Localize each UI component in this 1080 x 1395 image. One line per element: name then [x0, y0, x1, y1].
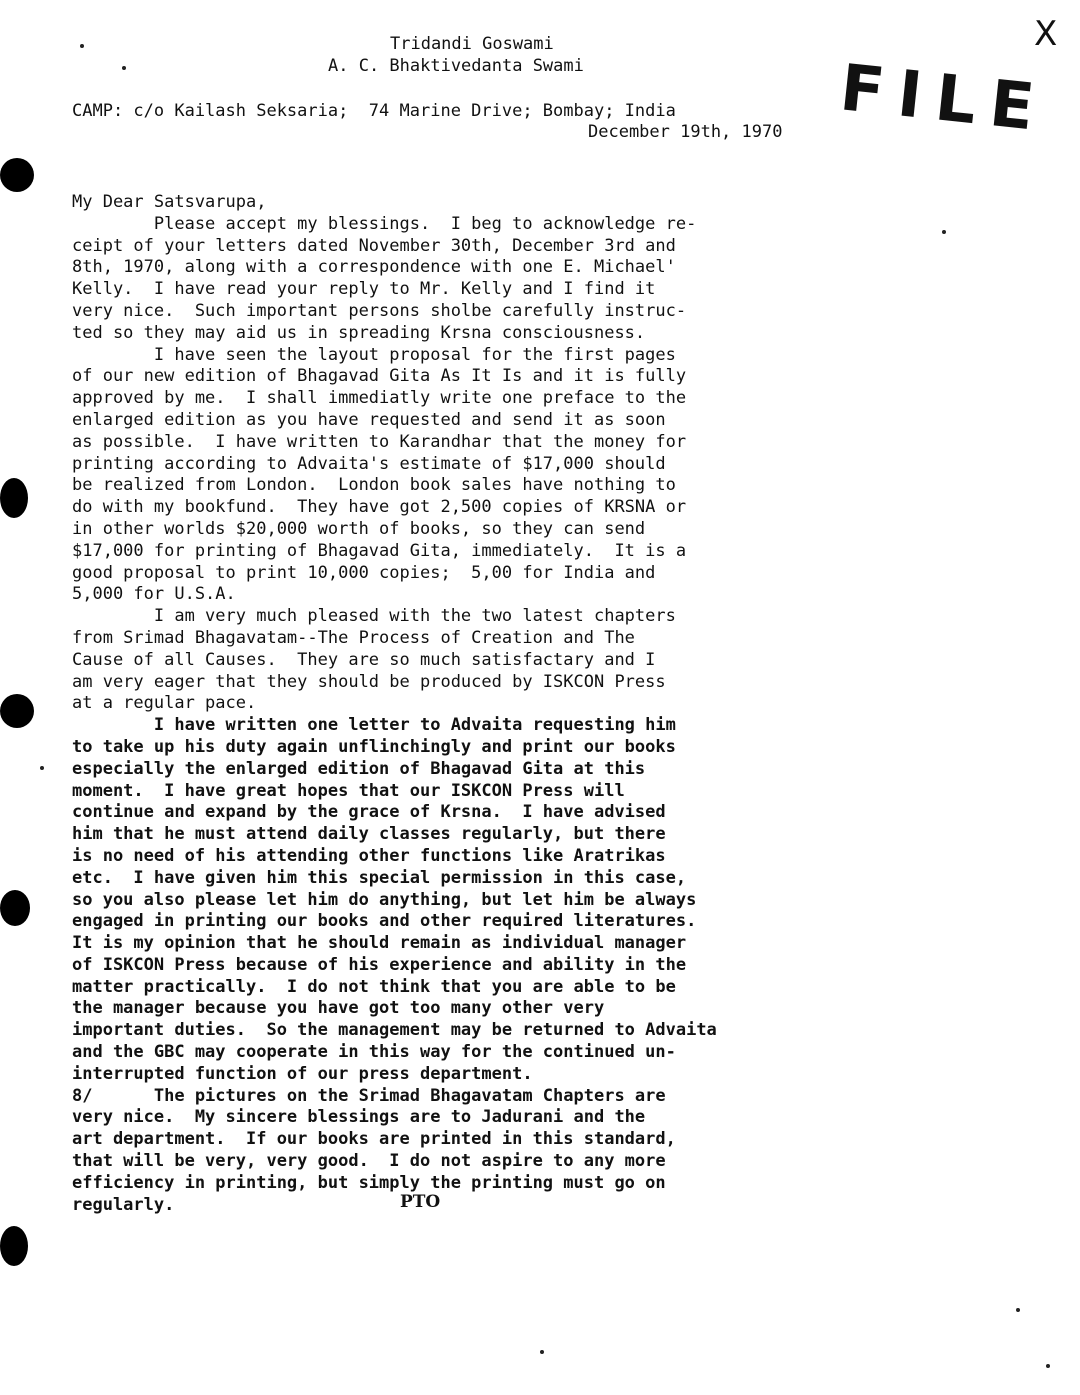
body-line: I have written one letter to Advaita requesting him [72, 715, 676, 736]
body-line: at a regular pace. [72, 693, 257, 714]
body-line: and the GBC may cooperate in this way for the continued un- [72, 1042, 676, 1063]
body-line: I have seen the layout proposal for the first pages [72, 344, 676, 365]
scan-speck [942, 230, 946, 234]
body-line: that will be very, very good. I do not aspire to any more [72, 1151, 666, 1172]
body-line: moment. I have great hopes that our ISKCON Press will [72, 780, 625, 801]
body-line: important duties. So the management may be returned to Advaita [72, 1020, 717, 1041]
body-line: $17,000 for printing of Bhagavad Gita, immediately. It is a [72, 540, 687, 561]
file-stamp: FILE [836, 51, 1052, 147]
scan-speck [40, 766, 44, 770]
body-line: the manager because you have got too many other very [72, 998, 605, 1019]
body-line: ceipt of your letters dated November 30th, December 3rd and [72, 235, 676, 256]
body-line: be realized from London. London book sales have nothing to [72, 475, 676, 496]
scan-speck [122, 66, 126, 70]
body-line: enlarged edition as you have requested and send it as soon [72, 409, 666, 430]
scan-speck [540, 1350, 544, 1354]
letter-date: December 19th, 1970 [588, 122, 783, 142]
body-line: 5,000 for U.S.A. [72, 584, 236, 605]
scan-speck [1016, 1308, 1020, 1312]
body-line: especially the enlarged edition of Bhagavad Gita at this [72, 758, 646, 779]
body-line: him that he must attend daily classes regularly, but there [72, 824, 666, 845]
salutation: My Dear Satsvarupa, [72, 192, 267, 212]
body-line: Cause of all Causes. They are so much satisfactary and I [72, 649, 656, 670]
body-line: It is my opinion that he should remain as individual manager [72, 933, 687, 954]
body-line: of ISKCON Press because of his experience and ability in the [72, 954, 687, 975]
body-line: 8/ The pictures on the Srimad Bhagavatam Chapters are [72, 1085, 666, 1106]
binder-hole [0, 478, 28, 518]
corner-x-mark: X [1034, 14, 1058, 54]
body-line: do with my bookfund. They have got 2,500 copies of KRSNA or [72, 497, 687, 518]
binder-hole [0, 890, 30, 926]
letter-body [72, 192, 912, 1216]
body-line: to take up his duty again unflinchingly and print our books [72, 736, 676, 757]
scan-speck [1046, 1364, 1050, 1368]
body-line: approved by me. I shall immediatly write one preface to the [72, 388, 687, 409]
body-line: as possible. I have written to Karandhar that the money for [72, 431, 687, 452]
body-line: very nice. Such important persons sholbe carefully instruc- [72, 300, 687, 321]
body-line: very nice. My sincere blessings are to Jadurani and the [72, 1107, 646, 1128]
body-line: so you also please let him do anything, but let him be always [72, 889, 697, 910]
body-line: regularly. [72, 1194, 175, 1215]
letterhead-title: Tridandi Goswami [390, 34, 554, 54]
body-line: am very eager that they should be produced by ISKCON Press [72, 671, 666, 692]
body-line: efficiency in printing, but simply the printing must go on [72, 1172, 666, 1193]
camp-address: CAMP: c/o Kailash Seksaria; 74 Marine Drive; Bombay; India [72, 101, 676, 121]
body-line: ted so they may aid us in spreading Krsna consciousness. [72, 322, 646, 343]
body-line: Kelly. I have read your reply to Mr. Kelly and I find it [72, 279, 656, 300]
letterhead-name: A. C. Bhaktivedanta Swami [328, 56, 584, 76]
body-line: printing according to Advaita's estimate of $17,000 should [72, 453, 666, 474]
body-line: matter practically. I do not think that you are able to be [72, 976, 676, 997]
binder-hole [0, 694, 34, 728]
body-line: 8th, 1970, along with a correspondence with one E. Michael' [72, 257, 676, 278]
body-line: etc. I have given him this special permission in this case, [72, 867, 687, 888]
binder-hole [0, 158, 34, 192]
body-line: engaged in printing our books and other required literatures. [72, 911, 697, 932]
body-line: of our new edition of Bhagavad Gita As It Is and it is fully [72, 366, 687, 387]
body-line: is no need of his attending other functions like Aratrikas [72, 845, 666, 866]
binder-hole [0, 1226, 28, 1266]
body-line: good proposal to print 10,000 copies; 5,00 for India and [72, 562, 656, 583]
body-line: I am very much pleased with the two latest chapters [72, 606, 676, 627]
body-line: interrupted function of our press department. [72, 1063, 533, 1084]
scan-speck [80, 44, 84, 48]
please-turn-over: PTO [400, 1192, 441, 1212]
body-line: continue and expand by the grace of Krsna. I have advised [72, 802, 666, 823]
body-line: art department. If our books are printed in this standard, [72, 1129, 676, 1150]
body-line: from Srimad Bhagavatam--The Process of Creation and The [72, 627, 635, 648]
body-line: Please accept my blessings. I beg to acknowledge re- [72, 213, 697, 234]
body-line: in other worlds $20,000 worth of books, so they can send [72, 518, 646, 539]
